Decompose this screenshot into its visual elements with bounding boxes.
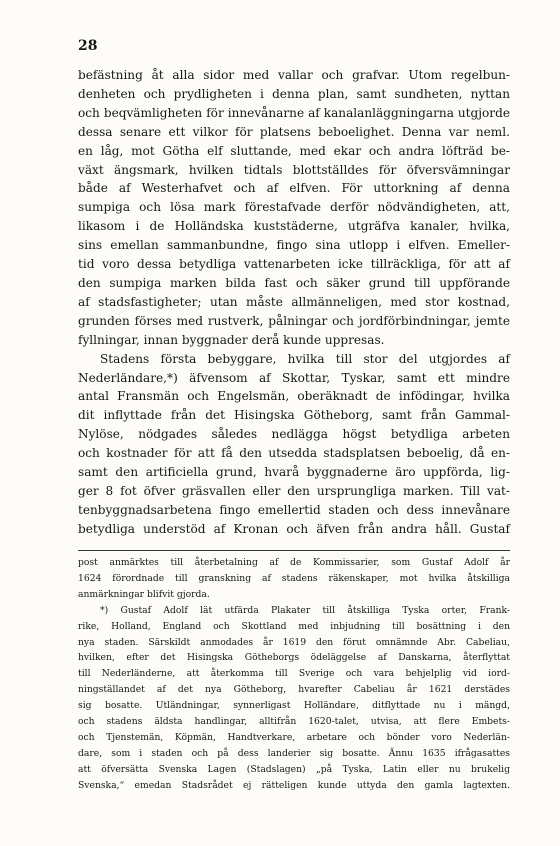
footnote-line: rike, Holland, England och Skottland med inbjudning till bosättning i den (78, 620, 510, 632)
footnote-line: att öfversätta Svenska Lagen (Stadslagen) „på Tyska, Latin eller nu brukelig (78, 763, 510, 775)
footnote-line: *) Gustaf Adolf lät utfärda Plakater till åtskilliga Tyska orter, Frank- (100, 604, 510, 616)
body-line: både af Westerhafvet och af elfven. För uttorkning af denna (78, 181, 510, 196)
body-line: dit inflyttade från det Hisingska Götheborg, samt från Gammal- (78, 408, 510, 423)
body-line: Nylöse, nödgades således nedlägga högst betydliga arbeten (78, 427, 510, 442)
footnote-line: anmärkningar blifvit gjorda. (78, 588, 210, 600)
body-line: sumpiga och lösa mark förestafvade derför nödvändigheten, att, (78, 200, 510, 215)
footnote-line: och Tjenstemän, Köpmän, Handtverkare, arbetare och bönder voro Nederlän- (78, 731, 510, 743)
body-line: denheten och prydligheten i denna plan, samt sundheten, nyttan (78, 86, 510, 101)
body-line: och beqvämligheten för innevånarne af kanalanläggningarna utgjorde (78, 105, 510, 120)
body-line: Stadens första bebyggare, hvilka till stor del utgjordes af (100, 351, 510, 366)
body-line: betydliga understöd af Kronan och äfven från andra håll. Gustaf (78, 521, 510, 536)
body-line: antal Fransmän och Engelsmän, oberäknadt de infödingar, hvilka (78, 389, 510, 404)
body-line: den sumpiga marken bilda fast och säker grund till uppförande (78, 275, 510, 290)
body-line: en låg, mot Götha elf sluttande, med ekar och andra löfträd be- (78, 143, 510, 158)
footnote-line: nya staden. Särskildt anmodades år 1619 den förut omnämnde Abr. Cabeliau, (78, 636, 510, 648)
footnote-line: sig bosatte. Utländningar, synnerligast Holländare, ditflyttade nu i mängd, (78, 700, 510, 712)
body-text (78, 66, 510, 539)
body-line: grunden förses med rustverk, pålningar och jordförbindningar, jemte (78, 313, 510, 328)
body-line: tid voro dessa betydliga vattenarbeten icke tillräckliga, för att af (78, 257, 510, 272)
footnote-divider (78, 550, 510, 551)
footnote-line: Svenska,“ emedan Stadsrådet ej rätteligen kunde uttyda den gamla lagtexten. (78, 779, 510, 791)
footnote-line: 1624 förordnade till granskning af stadens räkenskaper, mot hvilka åtskilliga (78, 572, 510, 584)
body-line: samt den artificiella grund, hvarå byggnaderne äro uppförda, lig- (78, 465, 510, 480)
footnote-line: till Nederländerne, att återkomma till Sverige och vara behjelplig vid iord- (78, 668, 510, 680)
body-line: af stadsfastigheter; utan måste allmänneligen, med stor kostnad, (78, 294, 510, 309)
footnote-line: ningställandet af det nya Götheborg, hvarefter Cabeliau år 1621 derstädes (78, 684, 510, 696)
body-line: och kostnader för att få den utsedda stadsplatsen beboelig, då en- (78, 446, 510, 461)
body-line: växt ängsmark, hvilken tidtals blottställdes för öfversvämningar (78, 162, 510, 177)
body-line: dessa senare ett vilkor för platsens beboelighet. Denna var neml. (78, 124, 510, 139)
body-line: fyllningar, innan byggnader derå kunde uppresas. (78, 332, 385, 347)
footnote-line: dare, som i staden och på dess landerier sig bosatte. Ännu 1635 ifrågasattes (78, 747, 510, 759)
body-line: ger 8 fot öfver gräsvallen eller den ursprungliga marken. Till vat- (78, 483, 510, 498)
body-line: sins emellan sammanbundne, fingo sina utlopp i elfven. Emeller- (78, 238, 510, 253)
body-line: befästning åt alla sidor med vallar och grafvar. Utom regelbun- (78, 68, 510, 82)
body-line: Nederländare,*) äfvensom af Skottar, Tyskar, samt ett mindre (78, 370, 510, 385)
page-number: 28 (78, 38, 98, 54)
footnote-line: post anmärktes till återbetalning af de Kommissarier, som Gustaf Adolf år (78, 557, 510, 568)
body-line: tenbyggnadsarbetena fingo emellertid staden och dess innevånare (78, 502, 510, 517)
footnote-line: hvilken, efter det Hisingska Götheborgs ödeläggelse af Danskarna, återflyttat (78, 652, 510, 664)
footnotes (78, 555, 510, 794)
body-line: likasom i de Holländska kuststäderne, utgräfva kanaler, hvilka, (78, 219, 510, 234)
footnote-line: och stadens äldsta handlingar, alltifrån 1620-talet, utvisa, att flere Embets- (78, 716, 510, 728)
